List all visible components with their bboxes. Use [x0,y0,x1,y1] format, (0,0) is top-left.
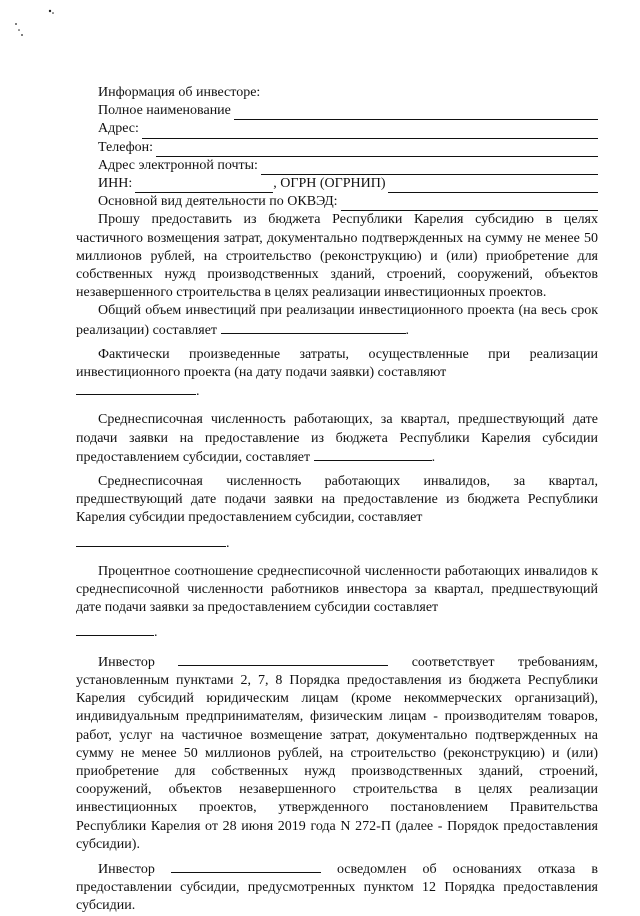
speck [52,12,54,14]
okved-field[interactable] [341,197,598,211]
email-field[interactable] [261,161,598,175]
full-name-field[interactable] [234,106,598,120]
full-name-row [76,102,598,120]
phone-label: Телефон: [98,139,154,155]
phone-row [76,139,598,157]
compliance-investor-field[interactable] [178,653,388,666]
full-name-label: Полное наименование [98,103,231,119]
ogrn-label: , ОГРН (ОГРНИП) [273,176,386,192]
actual-costs-value-line: . [76,382,598,401]
speck [21,34,23,36]
application-body [76,84,598,916]
email-row [76,157,598,175]
address-field[interactable] [142,125,598,139]
total-investment-paragraph: Общий объем инвестиций при реализации инвестиционного проекта (на весь срок реализации) составляет . [76,303,598,338]
address-row [76,120,598,138]
compliance-paragraph: Инвестор соответствует требованиям, установленным пунктами 2, 7, 8 Порядка предоставления из бюджета Республики Карелия субсидий юридическим лицам (кроме некоммерческих организаций), индивидуальным предпринимателям, физическим лицам - производителям товаров, работ, услуг на частичное возмещение затрат, документально подтвержденных на сумму не менее 50 миллионов рублей, на строительство (реконструкцию) и (или) приобретение для собственных нужд производственных зданий, строений, сооружений, объектов незавершенного строительства в целях реализации инвестиционных проектов, утвержденного постановлением Правительства Республики Карелия от 28 июня 2019 года N 272-П (далее - Порядок предоставления субсидии). [76,654,598,852]
disabled-ratio-paragraph: Процентное соотношение среднесписочной численности работающих инвалидов к среднесписочной численности работников инвестора за квартал, предшествующий дате подачи заявки за предоставлением субсидии составляет [76,563,598,616]
speck [18,29,20,31]
disabled-ratio-value-line: . [76,623,598,642]
speck [15,23,17,25]
inn-field[interactable] [135,179,273,193]
refusal-paragraph: Инвестор осведомлен об основаниях отказа в предоставлении субсидии, предусмотренных пунктом 12 Порядка предоставления субсидии. [76,861,598,914]
okved-label: Основной вид деятельности по ОКВЭД: [98,194,338,210]
investor-info-heading: Информация об инвесторе: [98,85,261,100]
ogrn-field[interactable] [388,179,598,193]
total-investment-field[interactable] [221,321,406,334]
inn-label: ИНН: [98,176,133,192]
avg-disabled-paragraph: Среднесписочная численность работающих инвалидов, за квартал, предшествующий дате подачи заявки на предоставление из бюджета Республики Карелия субсидии предоставлением субсидии, составляет [76,474,598,526]
refusal-investor-field[interactable] [171,860,321,873]
speck [49,10,51,12]
avg-employees-field[interactable] [314,448,432,461]
scan-specks [10,8,60,38]
inn-ogrn-row [76,175,598,193]
phone-field[interactable] [156,143,598,157]
address-label: Адрес: [98,121,139,137]
disabled-ratio-field[interactable] [76,623,154,636]
email-label: Адрес электронной почты: [98,157,258,173]
request-paragraph: Прошу предоставить из бюджета Республики Карелия субсидию в целях частичного возмещения затрат, документально подтвержденных на сумму не менее 50 миллионов рублей, на строительство (реконструкцию) и (или) приобретение для собственных нужд производственных зданий, строений, сооружений, объектов незавершенного строительства в целях реализации инвестиционных проектов. [76,212,598,301]
avg-employees-paragraph: Среднесписочная численность работающих, за квартал, предшествующий дате подачи заявки на предоставление из бюджета Республики Карелия субсидии предоставлением субсидии, составляет . [76,412,598,465]
avg-disabled-field[interactable] [76,534,226,547]
avg-disabled-value-line: . [76,534,598,553]
okved-row [76,193,598,211]
actual-costs-field[interactable] [76,382,196,395]
actual-costs-paragraph: Фактически произведенные затраты, осуществленные при реализации инвестиционного проекта (на дату подачи заявки) составляют [76,346,598,381]
